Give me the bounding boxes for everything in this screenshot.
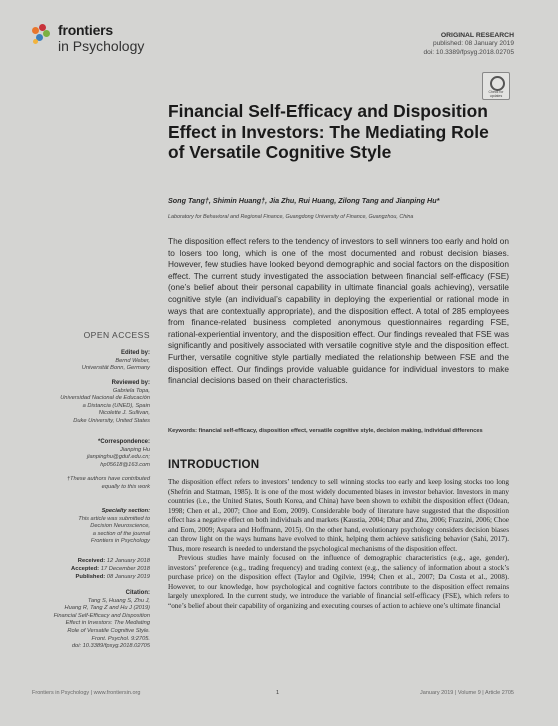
updates-label: Check for updates bbox=[488, 90, 504, 98]
citation-line: Effect in Investors: The Mediating bbox=[65, 620, 150, 627]
published-date-side: 08 January 2019 bbox=[106, 573, 150, 580]
correspondence-email[interactable]: jianpinghu@gduf.edu.cn; bbox=[86, 454, 150, 461]
author-list: Song Tang†, Shimin Huang†, Jia Zhu, Rui Huang, Zilong Tang and Jianping Hu* bbox=[168, 196, 440, 205]
equal-contribution-note bbox=[14, 476, 150, 491]
editor-line: Universität Bonn, Germany bbox=[81, 365, 150, 372]
footer-journal-link[interactable]: Frontiers in Psychology | www.frontiersin.org bbox=[32, 690, 141, 696]
reviewer-line: Gabriela Topa, bbox=[112, 387, 150, 394]
footer-volume-info: January 2019 | Volume 9 | Article 2705 bbox=[420, 690, 514, 696]
updates-icon bbox=[490, 76, 505, 91]
citation-doi[interactable]: doi: 10.3389/fpsyg.2018.02705 bbox=[71, 643, 150, 650]
article-type: ORIGINAL RESEARCH bbox=[440, 32, 514, 39]
paper-title: Financial Self-Efficacy and Disposition Effect in Investors: The Mediating Role of Versatile Cognitive Style bbox=[168, 101, 489, 162]
keywords-label: Keywords: bbox=[168, 428, 198, 434]
correspondence-email[interactable]: hp05618@163.com bbox=[100, 461, 150, 468]
abstract: The disposition effect refers to the tendency of investors to sell winners too early and hold on to losers too long, which is one of the most documented and robust decision biases. However, few studies have looked beyond demographic and social factors on the disposition effect. The current study investigated the association between financial self-efficacy (FSE) (one’s belief about their personal capability in ultimate financial goals achieving), versatile cognitive style (an individual’s capability in deploying the experiential or rational mode in ways that are contextually appropriate), and the disposition effect. A total of 285 employees from finance-related business completed anonymous questionnaires regarding FSE, rational-experiential inventory, and the disposition effect. Our findings revealed that FSE was significantly and positively associated with versatile cognitive style and the disposition effect. Further, versatile cognitive style partially mediated the relationship between FSE and the disposition effect. Our findings provide valuable guidance for individual investors to make financial decisions based on their characteristics. bbox=[168, 236, 509, 386]
accepted-label: Accepted: bbox=[71, 565, 100, 572]
journal-subname: in Psychology bbox=[58, 38, 145, 54]
edited-by-label: Edited by: bbox=[120, 350, 150, 356]
journal-name: frontiers bbox=[58, 22, 113, 38]
introduction-body bbox=[168, 478, 509, 611]
citation-label: Citation: bbox=[125, 590, 150, 596]
specialty-line: a section of the journal bbox=[92, 530, 150, 537]
correspondence-block bbox=[14, 439, 150, 469]
reviewer-line: Duke University, United States bbox=[73, 417, 150, 424]
received-label: Received: bbox=[77, 558, 106, 564]
citation-block bbox=[14, 590, 150, 651]
published-label: Published: bbox=[75, 573, 106, 580]
reviewed-by-label: Reviewed by: bbox=[111, 380, 150, 386]
reviewed-by-block bbox=[14, 380, 150, 426]
published-date: published: 08 January 2019 bbox=[432, 40, 514, 48]
correspondence-label: *Correspondence: bbox=[97, 439, 150, 445]
check-for-updates-badge[interactable] bbox=[482, 72, 510, 100]
page-number: 1 bbox=[276, 690, 280, 696]
keywords bbox=[168, 428, 509, 435]
editor-line: Bernd Weber, bbox=[115, 357, 150, 364]
affiliation: Laboratory for Behavioral and Regional Finance, Guangdong University of Finance, Guangzhou, China bbox=[168, 214, 414, 220]
specialty-section-block bbox=[14, 508, 150, 546]
received-date: 12 January 2018 bbox=[106, 558, 150, 564]
keywords-text: financial self-efficacy, disposition effect, versatile cognitive style, decision making, individual differences bbox=[198, 428, 483, 434]
accepted-date: 17 December 2018 bbox=[100, 565, 150, 572]
citation-line: Tang S, Huang S, Zhu J, bbox=[87, 597, 150, 604]
specialty-label: Specialty section: bbox=[101, 508, 150, 514]
article-meta bbox=[423, 32, 514, 57]
correspondence-line: Jianping Hu bbox=[119, 446, 150, 453]
reviewer-line: a Distancia (UNED), Spain bbox=[82, 402, 150, 409]
open-access-label: OPEN ACCESS bbox=[83, 330, 150, 340]
citation-line: Role of Versatile Cognitive Style. bbox=[67, 627, 150, 634]
specialty-line: This article was submitted to bbox=[78, 515, 150, 522]
specialty-line: Frontiers in Psychology bbox=[90, 538, 150, 545]
edited-by-block bbox=[14, 350, 150, 373]
citation-line: Huang R, Tang Z and Hu J (2019) bbox=[64, 605, 150, 612]
reviewer-line: Universidad Nacional de Educación bbox=[60, 395, 150, 402]
intro-paragraph-2: Previous studies have mainly focused on the influence of demographic characteristics (e.g., age, gender), investors’ preference (e.g., trading frequency) and trading context (e.g., the saliency of information about a stock’s purchase price) on the disposition effect (Taylor and Ogilvie, 1994; Chen et al., 2007; Da Costa et al., 2008). However, to our knowledge, how psychological and cognitive factors contribute to the disposition effect remains largely unexplored. In the current study, we introduce the variable of financial self-efficacy (FSE), which refers to “one’s belief about their capability of organizing and executing courses of action to achieve one’s ultimate financial bbox=[168, 554, 509, 610]
specialty-line: Decision Neuroscience, bbox=[90, 523, 150, 530]
citation-line: Financial Self-Efficacy and Disposition bbox=[53, 612, 150, 619]
note-line: equally to this work bbox=[101, 483, 150, 490]
reviewer-line: Nicolette J. Sullivan, bbox=[98, 410, 150, 417]
article-doi[interactable]: doi: 10.3389/fpsyg.2018.02705 bbox=[423, 48, 514, 56]
intro-paragraph-1: The disposition effect refers to investors’ tendency to sell winning stocks too early and keep losing stocks too long (Shefrin and Statman, 1985). It is one of the most widely documented biases in investor behavior. Investors in many countries (i.e., the United States, South Korea, and China) have been shown to exhibit the disposition effect (Odean, 1998; Chen et al., 2007; Choe and Eom, 2009). Considerable body of literature have suggested that the disposition effect has a negative effect on both individuals and markets (Kaustia, 2004; Dhar and Zhu, 2006; Frazzini, 2006; Choe and Eom, 2009; Aspara and Hoffmann, 2015). On the other hand, evolutionary psychology considers decision biases can throw light on the ways humans have evolved to think, helping them achieve satisficing behavior (Sahi, 2017). Thus, more research is needed to understand the psychological mechanisms of the disposition effect. bbox=[168, 478, 509, 553]
section-heading-introduction: INTRODUCTION bbox=[168, 458, 260, 471]
note-line: †These authors have contributed bbox=[66, 476, 150, 482]
dates-block bbox=[14, 558, 150, 581]
frontiers-logo-icon bbox=[32, 24, 54, 46]
citation-line: Front. Psychol. 9:2705. bbox=[91, 635, 150, 642]
